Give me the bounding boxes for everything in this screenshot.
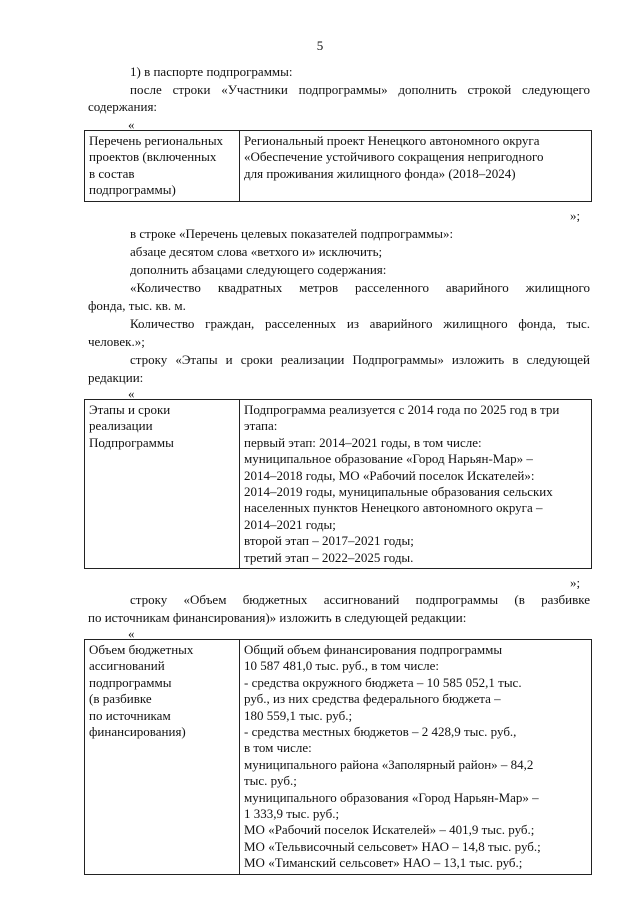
stages-line-2: редакции: <box>88 370 144 385</box>
table-budget-label: Объем бюджетных ассигнований подпрограммы (в разбивке по источникам финансирования) <box>85 640 240 875</box>
table-budget-value: Общий объем финансирования подпрограммы 10 587 481,0 тыс. руб., в том числе: - средства окружного бюджета – 10 585 052,1 тыс. руб., из них средства федерального бюджета – 180 559,1 тыс. руб.; - средства местных бюджетов – 2 428,9 тыс. руб., в том числе: муниципального района «Заполярный район» – 84,2 тыс. руб.; муниципального образования «Город Нарьян-Мар» – 1 333,9 тыс. руб.; МО «Рабочий поселок Искателей» – 401,9 тыс. руб.; МО «Тельвисочный сельсовет» НАО – 14,8 тыс. руб.; МО «Тиманский сельсовет» НАО – 13,1 тыс. руб.; <box>240 640 592 875</box>
add-paragraphs-line: дополнить абзацами следующего содержания: <box>130 262 387 277</box>
budget-line-1: строку «Объем бюджетных ассигнований подпрограммы (в разбивке <box>130 592 590 607</box>
qty-line-2: фонда, тыс. кв. м. <box>88 298 186 313</box>
table-participants-value: Региональный проект Ненецкого автономного округа «Обеспечение устойчивого сокращения непригодного для проживания жилищного фонда» (2018–2024) <box>240 131 592 202</box>
intro-line-1: после строки «Участники подпрограммы» дополнить строкой следующего <box>130 82 590 97</box>
open-quote-1: « <box>128 117 135 132</box>
indicators-line: в строке «Перечень целевых показателей подпрограммы»: <box>130 226 454 241</box>
intro-line-2: содержания: <box>88 99 158 114</box>
item-heading: 1) в паспорте подпрограммы: <box>130 64 293 79</box>
stages-line-1: строку «Этапы и сроки реализации Подпрограммы» изложить в следующей <box>130 352 590 367</box>
close-quote-2: »; <box>570 575 581 590</box>
qty-line-1: «Количество квадратных метров расселенного аварийного жилищного <box>130 280 590 295</box>
table-stages-label: Этапы и сроки реализации Подпрограммы <box>85 400 240 569</box>
people-line-2: человек.»; <box>88 334 145 349</box>
open-quote-2: « <box>128 386 135 401</box>
table-stages-value: Подпрограмма реализуется с 2014 года по 2025 год в три этапа: первый этап: 2014–2021 годы, в том числе: муниципальное образование «Город Нарьян-Мар» – 2014–2018 годы, МО «Рабочий поселок Искателей»: 2014–2019 годы, муниципальные образования сельских населенных пунктов Ненецкого автономного округа – 2014–2021 годы; второй этап – 2017–2021 годы; третий этап – 2022–2025 годы. <box>240 400 592 569</box>
close-quote-1: »; <box>570 208 581 223</box>
budget-line-2: по источникам финансирования)» изложить в следующей редакции: <box>88 610 467 625</box>
table-budget <box>84 639 592 875</box>
table-stages <box>84 399 592 569</box>
table-participants-label: Перечень региональных проектов (включенных в состав подпрограммы) <box>85 131 240 202</box>
people-line-1: Количество граждан, расселенных из аварийного жилищного фонда, тыс. <box>130 316 590 331</box>
page-number: 5 <box>316 38 324 53</box>
table-participants <box>84 130 592 202</box>
tenth-paragraph-line: абзаце десятом слова «ветхого и» исключить; <box>130 244 383 259</box>
open-quote-3: « <box>128 626 135 641</box>
